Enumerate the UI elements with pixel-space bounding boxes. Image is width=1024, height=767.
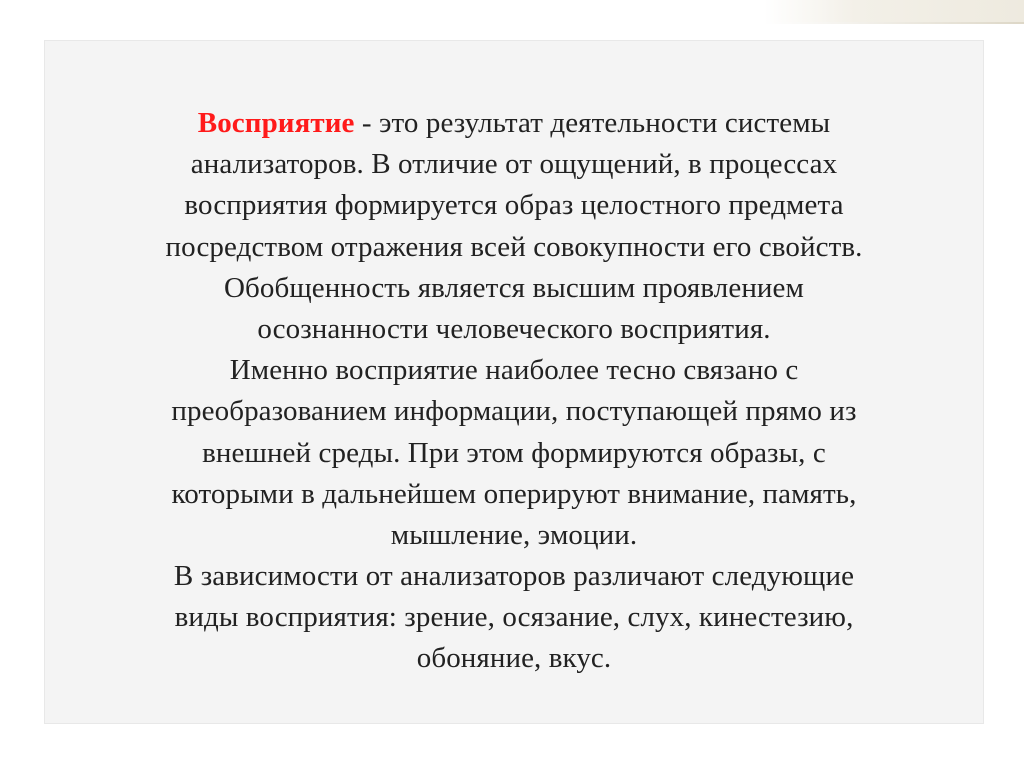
text-line-13: виды восприятия: зрение, осязание, слух, кинестезию, <box>174 601 854 634</box>
corner-decoration-band <box>764 0 1024 22</box>
corner-decoration-line <box>764 22 1024 24</box>
text-line-2: анализаторов. В отличие от ощущений, в процессах <box>190 148 838 181</box>
text-line-6: осознанности человеческого восприятия. <box>257 312 771 345</box>
highlighted-term: Восприятие <box>197 107 355 139</box>
text-line-7: Именно восприятие наиболее тесно связано с <box>229 354 799 387</box>
text-line-10: которыми в дальнейшем оперируют внимание, память, <box>171 477 857 510</box>
text-line-11: мышление, эмоции. <box>390 518 638 551</box>
text-line-14: обоняние, вкус. <box>416 642 612 675</box>
text-line-3: восприятия формируется образ целостного предмета <box>184 189 844 222</box>
text-line-1 <box>44 103 984 144</box>
text-line-9: внешней среды. При этом формируются образы, с <box>202 436 826 469</box>
text-line-8: преобразованием информации, поступающей прямо из <box>171 395 857 428</box>
text-line-4: посредством отражения всей совокупности его свойств. <box>165 230 863 263</box>
text-line-1-rest: - это результат деятельности системы <box>354 107 831 139</box>
text-line-5: Обобщенность является высшим проявлением <box>224 271 804 304</box>
slide-text <box>44 103 984 680</box>
text-line-12: В зависимости от анализаторов различают следующие <box>173 560 855 593</box>
